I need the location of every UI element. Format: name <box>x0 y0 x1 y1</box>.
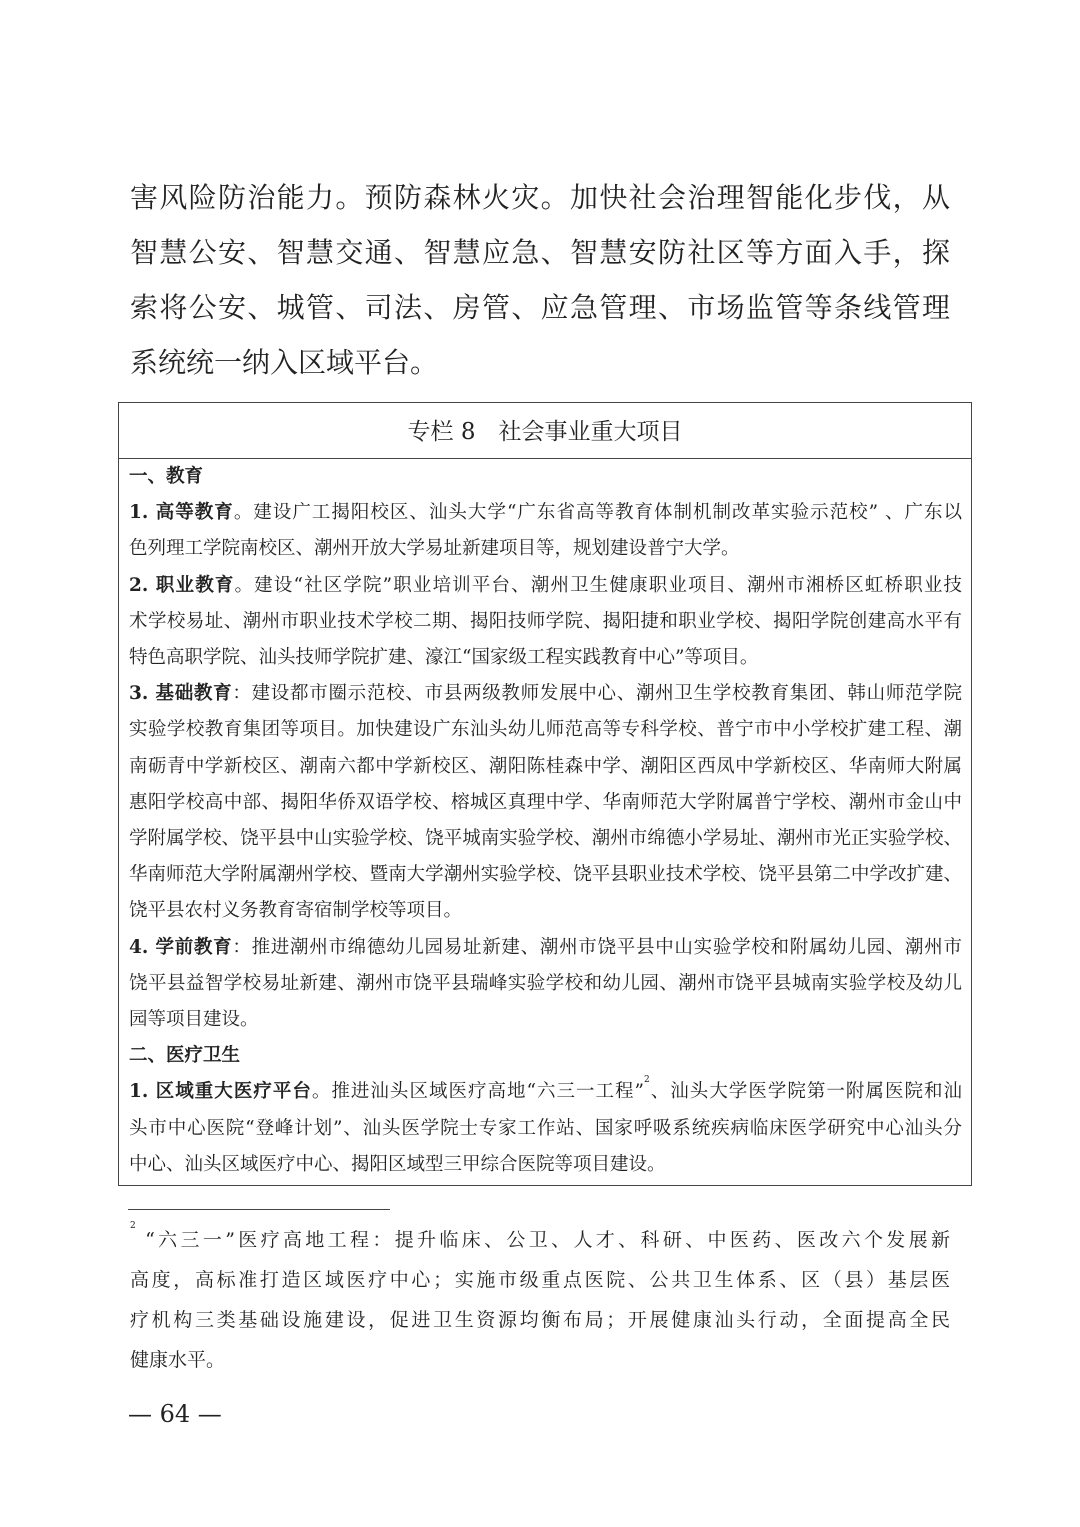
item-line: 2. 职业教育。建设“社区学院”职业培训平台、潮州卫生健康职业项目、潮州市湘桥区虹桥职业技 <box>129 574 962 596</box>
item-line: 南砺青中学新校区、潮南六都中学新校区、潮阳陈桂森中学、潮阳区西凤中学新校区、华南师大附属 <box>129 755 962 777</box>
footnote <box>130 1220 950 1380</box>
box-title: 专栏 8 社会事业重大项目 <box>119 403 971 459</box>
item-heading: 1. 高等教育 <box>129 502 234 524</box>
item-line: 惠阳学校高中部、揭阳华侨双语学校、榕城区真理中学、华南师范大学附属普宁学校、潮州市金山中 <box>129 791 962 813</box>
item-line: 4. 学前教育：推进潮州市绵德幼儿园易址新建、潮州市饶平县中山实验学校和附属幼儿园、潮州市 <box>129 936 962 958</box>
section-heading: 一、教育 <box>129 466 204 487</box>
footnote-divider <box>128 1209 390 1210</box>
item-line: 华南师范大学附属潮州学校、暨南大学潮州实验学校、饶平县职业技术学校、饶平县第二中学改扩建、 <box>129 864 962 886</box>
footnote-line: 疗机构三类基础设施建设，促进卫生资源均衡布局；开展健康汕头行动，全面提高全民 <box>130 1309 950 1331</box>
item-line: 1. 区域重大医疗平台。推进汕头区域医疗高地“六三一工程”$^2$、汕头大学医学院第一附属医院和汕 <box>129 1075 962 1103</box>
item-line: 园等项目建设。 <box>129 1009 259 1031</box>
footnote-number: 2 <box>130 1221 136 1231</box>
item-heading: 2. 职业教育 <box>129 574 235 596</box>
body-line: 智慧公安、智慧交通、智慧应急、智慧安防社区等方面入手，探 <box>130 236 950 269</box>
footnote-line: 健康水平。 <box>130 1349 226 1371</box>
item-line: 实验学校教育集团等项目。加快建设广东汕头幼儿师范高等专科学校、普宁市中小学校扩建工程、潮 <box>129 719 962 741</box>
item-line: 特色高职学院、汕头技师学院扩建、濠江“国家级工程实践教育中心”等项目。 <box>129 647 759 669</box>
body-line: 害风险防治能力。预防森林火灾。加快社会治理智能化步伐，从 <box>130 181 950 214</box>
item-heading: 4. 学前教育 <box>129 936 233 958</box>
footnote-line: $^2$ “六三一”医疗高地工程：提升临床、公卫、人才、科研、中医药、医改六个发展新 <box>130 1221 950 1251</box>
body-line: 系统统一纳入区域平台。 <box>130 346 439 379</box>
item-line: 饶平县益智学校易址新建、潮州市饶平县瑞峰实验学校和幼儿园、潮州市饶平县城南实验学校及幼儿 <box>129 972 962 994</box>
item-heading: 3. 基础教育 <box>129 683 233 705</box>
item-line: 1. 高等教育。建设广工揭阳校区、汕头大学“广东省高等教育体制机制改革实验示范校” 、广东以 <box>129 502 962 524</box>
item-line: 色列理工学院南校区、潮州开放大学易址新建项目等，规划建设普宁大学。 <box>129 538 740 560</box>
item-heading: 1. 区域重大医疗平台 <box>129 1081 312 1103</box>
item-line: 术学校易址、潮州市职业技术学校二期、揭阳技师学院、揭阳捷和职业学校、揭阳学院创建高水平有 <box>129 610 962 632</box>
body-paragraph <box>130 170 950 390</box>
item-line: 饶平县农村义务教育寄宿制学校等项目。 <box>129 900 463 922</box>
footnote-line: 高度，高标准打造区域医疗中心；实施市级重点医院、公共卫生体系、区（县）基层医 <box>130 1269 950 1291</box>
item-line: 头市中心医院“登峰计划”、汕头医学院士专家工作站、国家呼吸系统疾病临床医学研究中心汕头分 <box>129 1117 962 1139</box>
feature-box <box>118 402 972 1186</box>
section-heading: 二、医疗卫生 <box>129 1045 241 1067</box>
box-content <box>119 459 971 1183</box>
item-line: 中心、汕头区域医疗中心、揭阳区域型三甲综合医院等项目建设。 <box>129 1153 666 1175</box>
item-line: 3. 基础教育：建设都市圈示范校、市县两级教师发展中心、潮州卫生学校教育集团、韩山师范学院 <box>129 683 962 705</box>
item-line: 学附属学校、饶平县中山实验学校、饶平城南实验学校、潮州市绵德小学易址、潮州市光正实验学校、 <box>129 828 962 850</box>
footnote-ref[interactable]: 2 <box>644 1075 650 1086</box>
body-line: 索将公安、城管、司法、房管、应急管理、市场监管等条线管理 <box>130 291 950 324</box>
page-number: — 64 — <box>128 1400 222 1428</box>
